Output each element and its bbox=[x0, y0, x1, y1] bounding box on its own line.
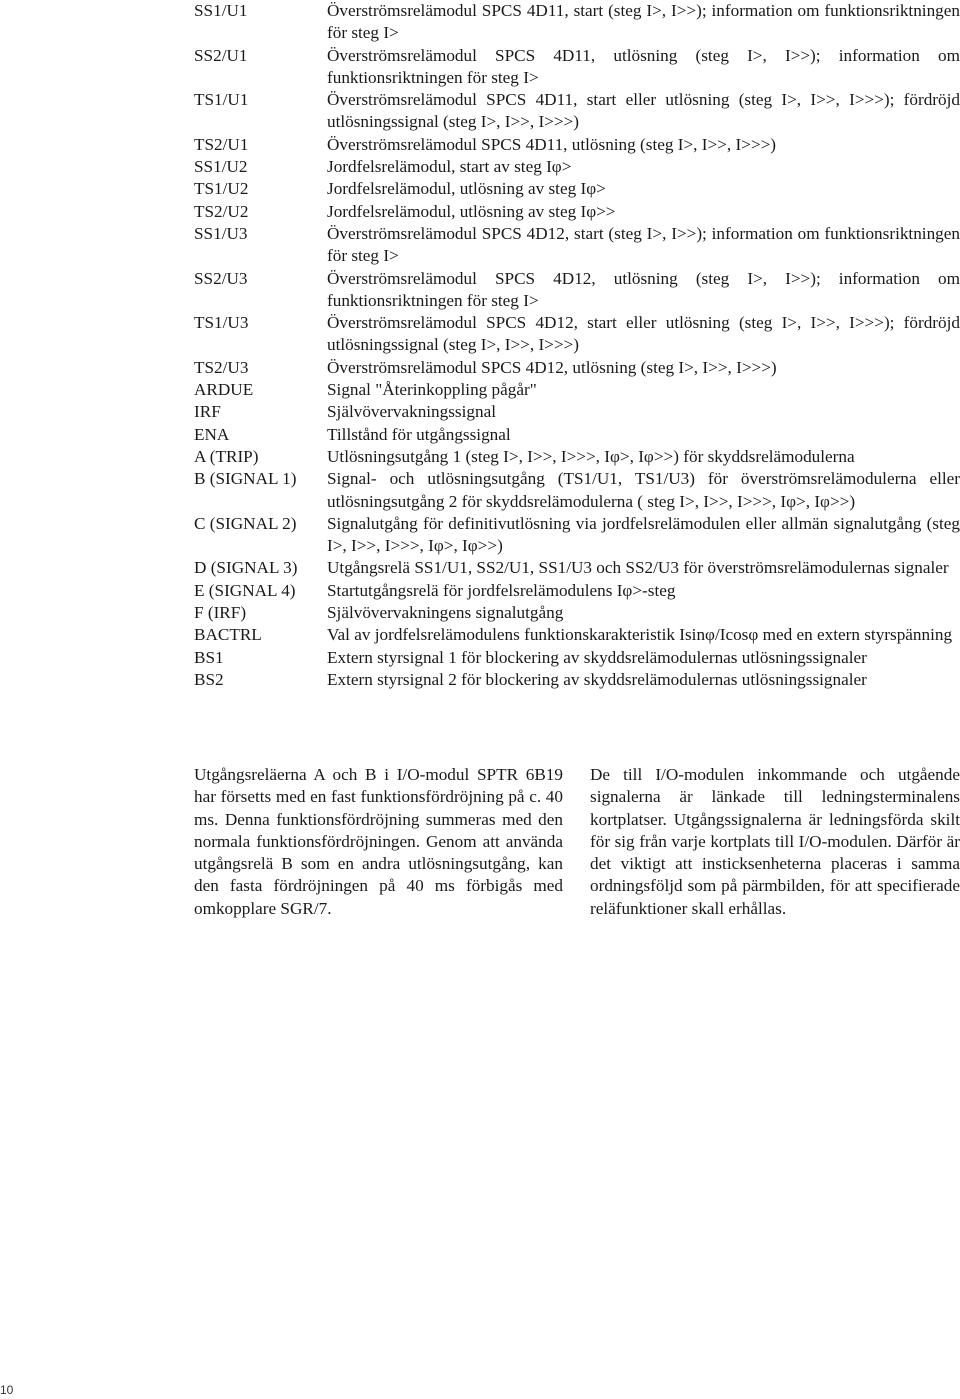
signal-description: Överströmsrelämodul SPCS 4D12, utlösning (steg I>, I>>); information om funktionsriktningen för steg I> bbox=[327, 268, 960, 310]
signal-description: Val av jordfelsrelämodulens funktionskarakteristik Isinφ/Icosφ med en extern styrspänning bbox=[327, 625, 953, 645]
signal-description: Startutgångsrelä för jordfelsrelämodulens Iφ>-steg bbox=[327, 580, 676, 600]
signal-description: Självövervakningssignal bbox=[327, 402, 496, 422]
signal-code: TS2/U2 bbox=[194, 201, 249, 221]
signal-code: BS2 bbox=[194, 669, 224, 689]
signal-description: Extern styrsignal 2 för blockering av skyddsrelämodulernas utlösningssignaler bbox=[327, 669, 867, 689]
definition-row bbox=[194, 669, 960, 691]
definition-row bbox=[194, 312, 960, 357]
signal-description: Överströmsrelämodul SPCS 4D12, start (steg I>, I>>); information om funktionsriktningen för steg I> bbox=[327, 223, 960, 266]
definition-row bbox=[194, 624, 960, 646]
signal-description: Signal- och utlösningsutgång (TS1/U1, TS1/U3) för överströmsrelämodulerna eller utlösningsutgång 2 för skyddsrelämodulerna ( steg I>, I>>, I>>>, Iφ>, Iφ>>) bbox=[327, 469, 960, 511]
definition-row bbox=[194, 45, 960, 90]
signal-code: B (SIGNAL 1) bbox=[194, 469, 297, 489]
signal-description: Självövervakningens signalutgång bbox=[327, 603, 564, 623]
signal-code: SS2/U3 bbox=[194, 268, 248, 288]
signal-code: SS1/U3 bbox=[194, 223, 248, 243]
signal-code: F (IRF) bbox=[194, 603, 247, 623]
definition-row bbox=[194, 134, 960, 156]
definition-row bbox=[194, 379, 960, 401]
definition-row bbox=[194, 580, 960, 602]
signal-code: TS1/U1 bbox=[194, 90, 249, 110]
signal-code: BS1 bbox=[194, 647, 224, 667]
signal-description: Jordfelsrelämodul, utlösning av steg Iφ> bbox=[327, 179, 606, 199]
signal-code: SS1/U1 bbox=[194, 1, 248, 20]
signal-description: Jordfelsrelämodul, start av steg Iφ> bbox=[327, 157, 572, 177]
signal-description: Överströmsrelämodul SPCS 4D11, utlösning (steg I>, I>>, I>>>) bbox=[327, 134, 776, 154]
signal-code: E (SIGNAL 4) bbox=[194, 580, 296, 600]
signal-description: Signal "Återinkoppling pågår" bbox=[327, 380, 537, 400]
signal-description: Extern styrsignal 1 för blockering av skyddsrelämodulernas utlösningssignaler bbox=[327, 647, 867, 667]
signal-code: A (TRIP) bbox=[194, 446, 259, 466]
definition-row bbox=[194, 201, 960, 223]
signal-description: Utlösningsutgång 1 (steg I>, I>>, I>>>, Iφ>, Iφ>>) för skyddsrelämodulerna bbox=[327, 446, 855, 466]
signal-description: Jordfelsrelämodul, utlösning av steg Iφ>> bbox=[327, 201, 616, 221]
signal-description: Överströmsrelämodul SPCS 4D12, start eller utlösning (steg I>, I>>, I>>>); fördröjd utlösningssignal (steg I>, I>>, I>>>) bbox=[327, 313, 960, 355]
signal-code: TS1/U3 bbox=[194, 313, 249, 333]
io-module-note: De till I/O-modulen inkommande och utgående signalerna är länkade till ledningsterminalens kortplatser. Utgångssignalerna är ledningsförda skilt för sig från varje kortplats till I/O-modulen. Därför är det viktigt att insticksenheterna placeras i samma ordningsföljd som på pärmbilden, för att specifierade reläfunktioner skall erhållas. bbox=[590, 765, 960, 918]
signal-description: Signalutgång för definitivutlösning via jordfelsrelämodulen eller allmän signalutgång (steg I>, I>>, I>>>, Iφ>, Iφ>>) bbox=[327, 513, 960, 556]
signal-code: ENA bbox=[194, 424, 230, 444]
definition-row bbox=[194, 513, 960, 558]
definition-row bbox=[194, 468, 960, 513]
signal-description: Tillstånd för utgångssignal bbox=[327, 424, 511, 444]
definition-row bbox=[194, 268, 960, 313]
definition-row bbox=[194, 647, 960, 669]
definition-row bbox=[194, 424, 960, 446]
definition-row bbox=[194, 156, 960, 178]
signal-definition-list bbox=[194, 0, 960, 691]
output-relay-note: Utgångsreläerna A och B i I/O-modul SPTR 6B19 har försetts med en fast funktionsfördröjning på c. 40 ms. Denna funktionsfördröjning summeras med den normala funktionsfördröjningen. Genom att använda utgångsrelä B som en andra utlösningsutgång, kan den fasta fördröjningen på 40 ms förbigås med omkopplare SGR/7. bbox=[194, 765, 563, 918]
signal-code: BACTRL bbox=[194, 625, 262, 645]
definition-row bbox=[194, 178, 960, 200]
signal-code: ARDUE bbox=[194, 380, 254, 400]
page-number: 10 bbox=[0, 1383, 14, 1397]
signal-description: Utgångsrelä SS1/U1, SS2/U1, SS1/U3 och SS2/U3 för överströmsrelämodulernas signaler bbox=[327, 558, 949, 578]
signal-code: D (SIGNAL 3) bbox=[194, 558, 298, 578]
definition-row bbox=[194, 602, 960, 624]
definition-row bbox=[194, 357, 960, 379]
signal-code: TS1/U2 bbox=[194, 179, 249, 199]
signal-description: Överströmsrelämodul SPCS 4D11, start eller utlösning (steg I>, I>>, I>>>); fördröjd utlösningssignal (steg I>, I>>, I>>>) bbox=[327, 90, 960, 132]
definition-row bbox=[194, 0, 960, 45]
signal-code: TS2/U3 bbox=[194, 357, 249, 377]
signal-code: SS1/U2 bbox=[194, 157, 248, 177]
signal-description: Överströmsrelämodul SPCS 4D11, utlösning (steg I>, I>>); information om funktionsriktningen för steg I> bbox=[327, 45, 960, 87]
definition-row bbox=[194, 89, 960, 134]
signal-code: C (SIGNAL 2) bbox=[194, 513, 297, 533]
signal-code: SS2/U1 bbox=[194, 45, 248, 65]
signal-code: TS2/U1 bbox=[194, 134, 249, 154]
signal-code: IRF bbox=[194, 402, 221, 422]
signal-description: Överströmsrelämodul SPCS 4D12, utlösning (steg I>, I>>, I>>>) bbox=[327, 357, 777, 377]
definition-row bbox=[194, 401, 960, 423]
definition-row bbox=[194, 223, 960, 268]
signal-description: Överströmsrelämodul SPCS 4D11, start (steg I>, I>>); information om funktionsriktningen för steg I> bbox=[327, 1, 960, 43]
definition-row bbox=[194, 446, 960, 468]
definition-row bbox=[194, 557, 960, 579]
